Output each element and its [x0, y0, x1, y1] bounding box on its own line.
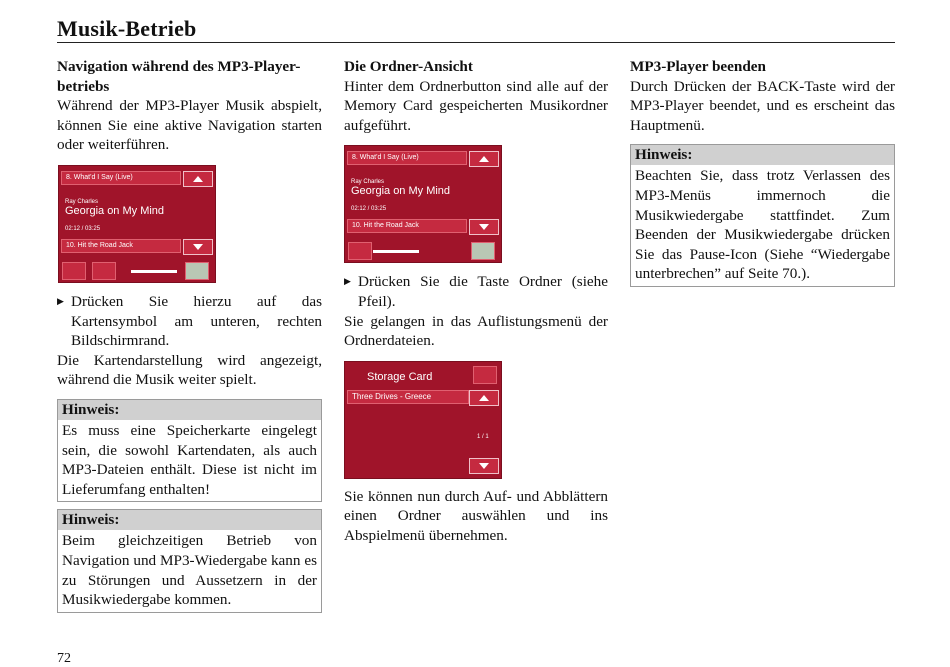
note-text: Beim gleichzeitigen Betrieb von Navigation und MP3-Wiedergabe kann es zu Störungen und Aussetzern in der Musikwiedergabe kommen. [62, 532, 317, 609]
paragraph: Während der MP3-Player Musik abspielt, können Sie eine aktive Navigation starten oder weiterführen. [57, 97, 322, 154]
note-heading: Hinweis: [58, 510, 321, 530]
note-box [57, 509, 322, 612]
player-screenshot-folder [344, 145, 502, 263]
instruction-bullet: ▶ Drücken Sie hierzu auf das Kartensymbol am unteren, rechten Bildschirmrand. [57, 292, 322, 351]
storage-card-label: Storage Card [367, 370, 433, 383]
column-1 [57, 57, 322, 613]
folder-list-screenshot [344, 361, 502, 479]
folder-icon [348, 242, 372, 260]
note-text: Es muss eine Speicherkarte eingelegt sein, die sowohl Kartendaten, als auch MP3-Dateien enthält. Diese ist nicht im Lieferumfang enthalten! [62, 421, 317, 498]
map-icon [471, 242, 495, 260]
note-heading: Hinweis: [58, 400, 321, 420]
map-icon [185, 262, 209, 280]
section-heading-folder-view: Die Ordner-Ansicht [344, 58, 473, 75]
scroll-down-button [469, 219, 499, 235]
note-text: Beachten Sie, dass trotz Verlassen des MP3-Menüs immernoch die Musikwiedergabe stattfindet. Zum Beenden der Musikwiedergabe drücken Sie das Pause-Icon (Siehe “Wiedergabe unterbrechen” auf Seite 70.). [635, 167, 890, 283]
scroll-up-button [183, 171, 213, 187]
track-bar-bottom: 10. Hit the Road Jack [61, 239, 181, 253]
artist-label: Ray Charles [65, 198, 99, 205]
repeat-icon [92, 262, 116, 280]
section-heading-navigation: Navigation während des MP3-Player-betriebs [57, 58, 301, 95]
pointer-arrow-icon [131, 270, 177, 273]
column-2 [344, 57, 608, 546]
scroll-down-button [183, 239, 213, 255]
paragraph: Durch Drücken der BACK-Taste wird der MP3-Player beendet, und es erscheint das Hauptmenü. [630, 77, 895, 134]
paragraph: Die Kartendarstellung wird angezeigt, während die Musik weiter spielt. [57, 351, 322, 389]
note-box [57, 399, 322, 502]
page-indicator: 1 / 1 [477, 433, 489, 440]
folder-icon [62, 262, 86, 280]
folder-item: Three Drives - Greece [347, 390, 469, 404]
player-screenshot-map [58, 165, 216, 283]
section-heading-quit-player: MP3-Player beenden [630, 58, 766, 75]
page-number: 72 [57, 651, 71, 666]
title-rule [57, 42, 895, 43]
paragraph: Sie können nun durch Auf- und Abblättern einen Ordner auswählen und ins Abspielmenü übernehmen. [344, 487, 608, 544]
scroll-down-button [469, 458, 499, 474]
artist-label: Ray Charles [351, 179, 385, 186]
track-bar-top: 8. What'd I Say (Live) [347, 151, 467, 165]
note-box [630, 144, 895, 287]
track-bar-bottom: 10. Hit the Road Jack [347, 219, 467, 233]
folder-up-icon [473, 366, 497, 384]
scroll-up-button [469, 151, 499, 167]
current-track-label: Georgia on My Mind [65, 204, 165, 217]
instruction-bullet: ▶ Drücken Sie die Taste Ordner (siehe Pfeil). [344, 272, 608, 311]
track-time: 02:12 / 03:25 [65, 225, 101, 232]
page-title: Musik-Betrieb [57, 16, 197, 41]
paragraph: Sie gelangen in das Auflistungsmenü der Ordnerdateien. [344, 312, 608, 350]
track-bar-top: 8. What'd I Say (Live) [61, 171, 181, 185]
paragraph: Hinter dem Ordnerbutton sind alle auf der Memory Card gespeicherten Musikordner aufgeführt. [344, 77, 608, 134]
pointer-arrow-icon [373, 250, 419, 253]
current-track-label: Georgia on My Mind [351, 185, 451, 198]
track-time: 02:12 / 03:25 [351, 206, 387, 213]
scroll-up-button [469, 390, 499, 406]
column-3 [630, 57, 895, 287]
note-heading: Hinweis: [631, 145, 894, 165]
